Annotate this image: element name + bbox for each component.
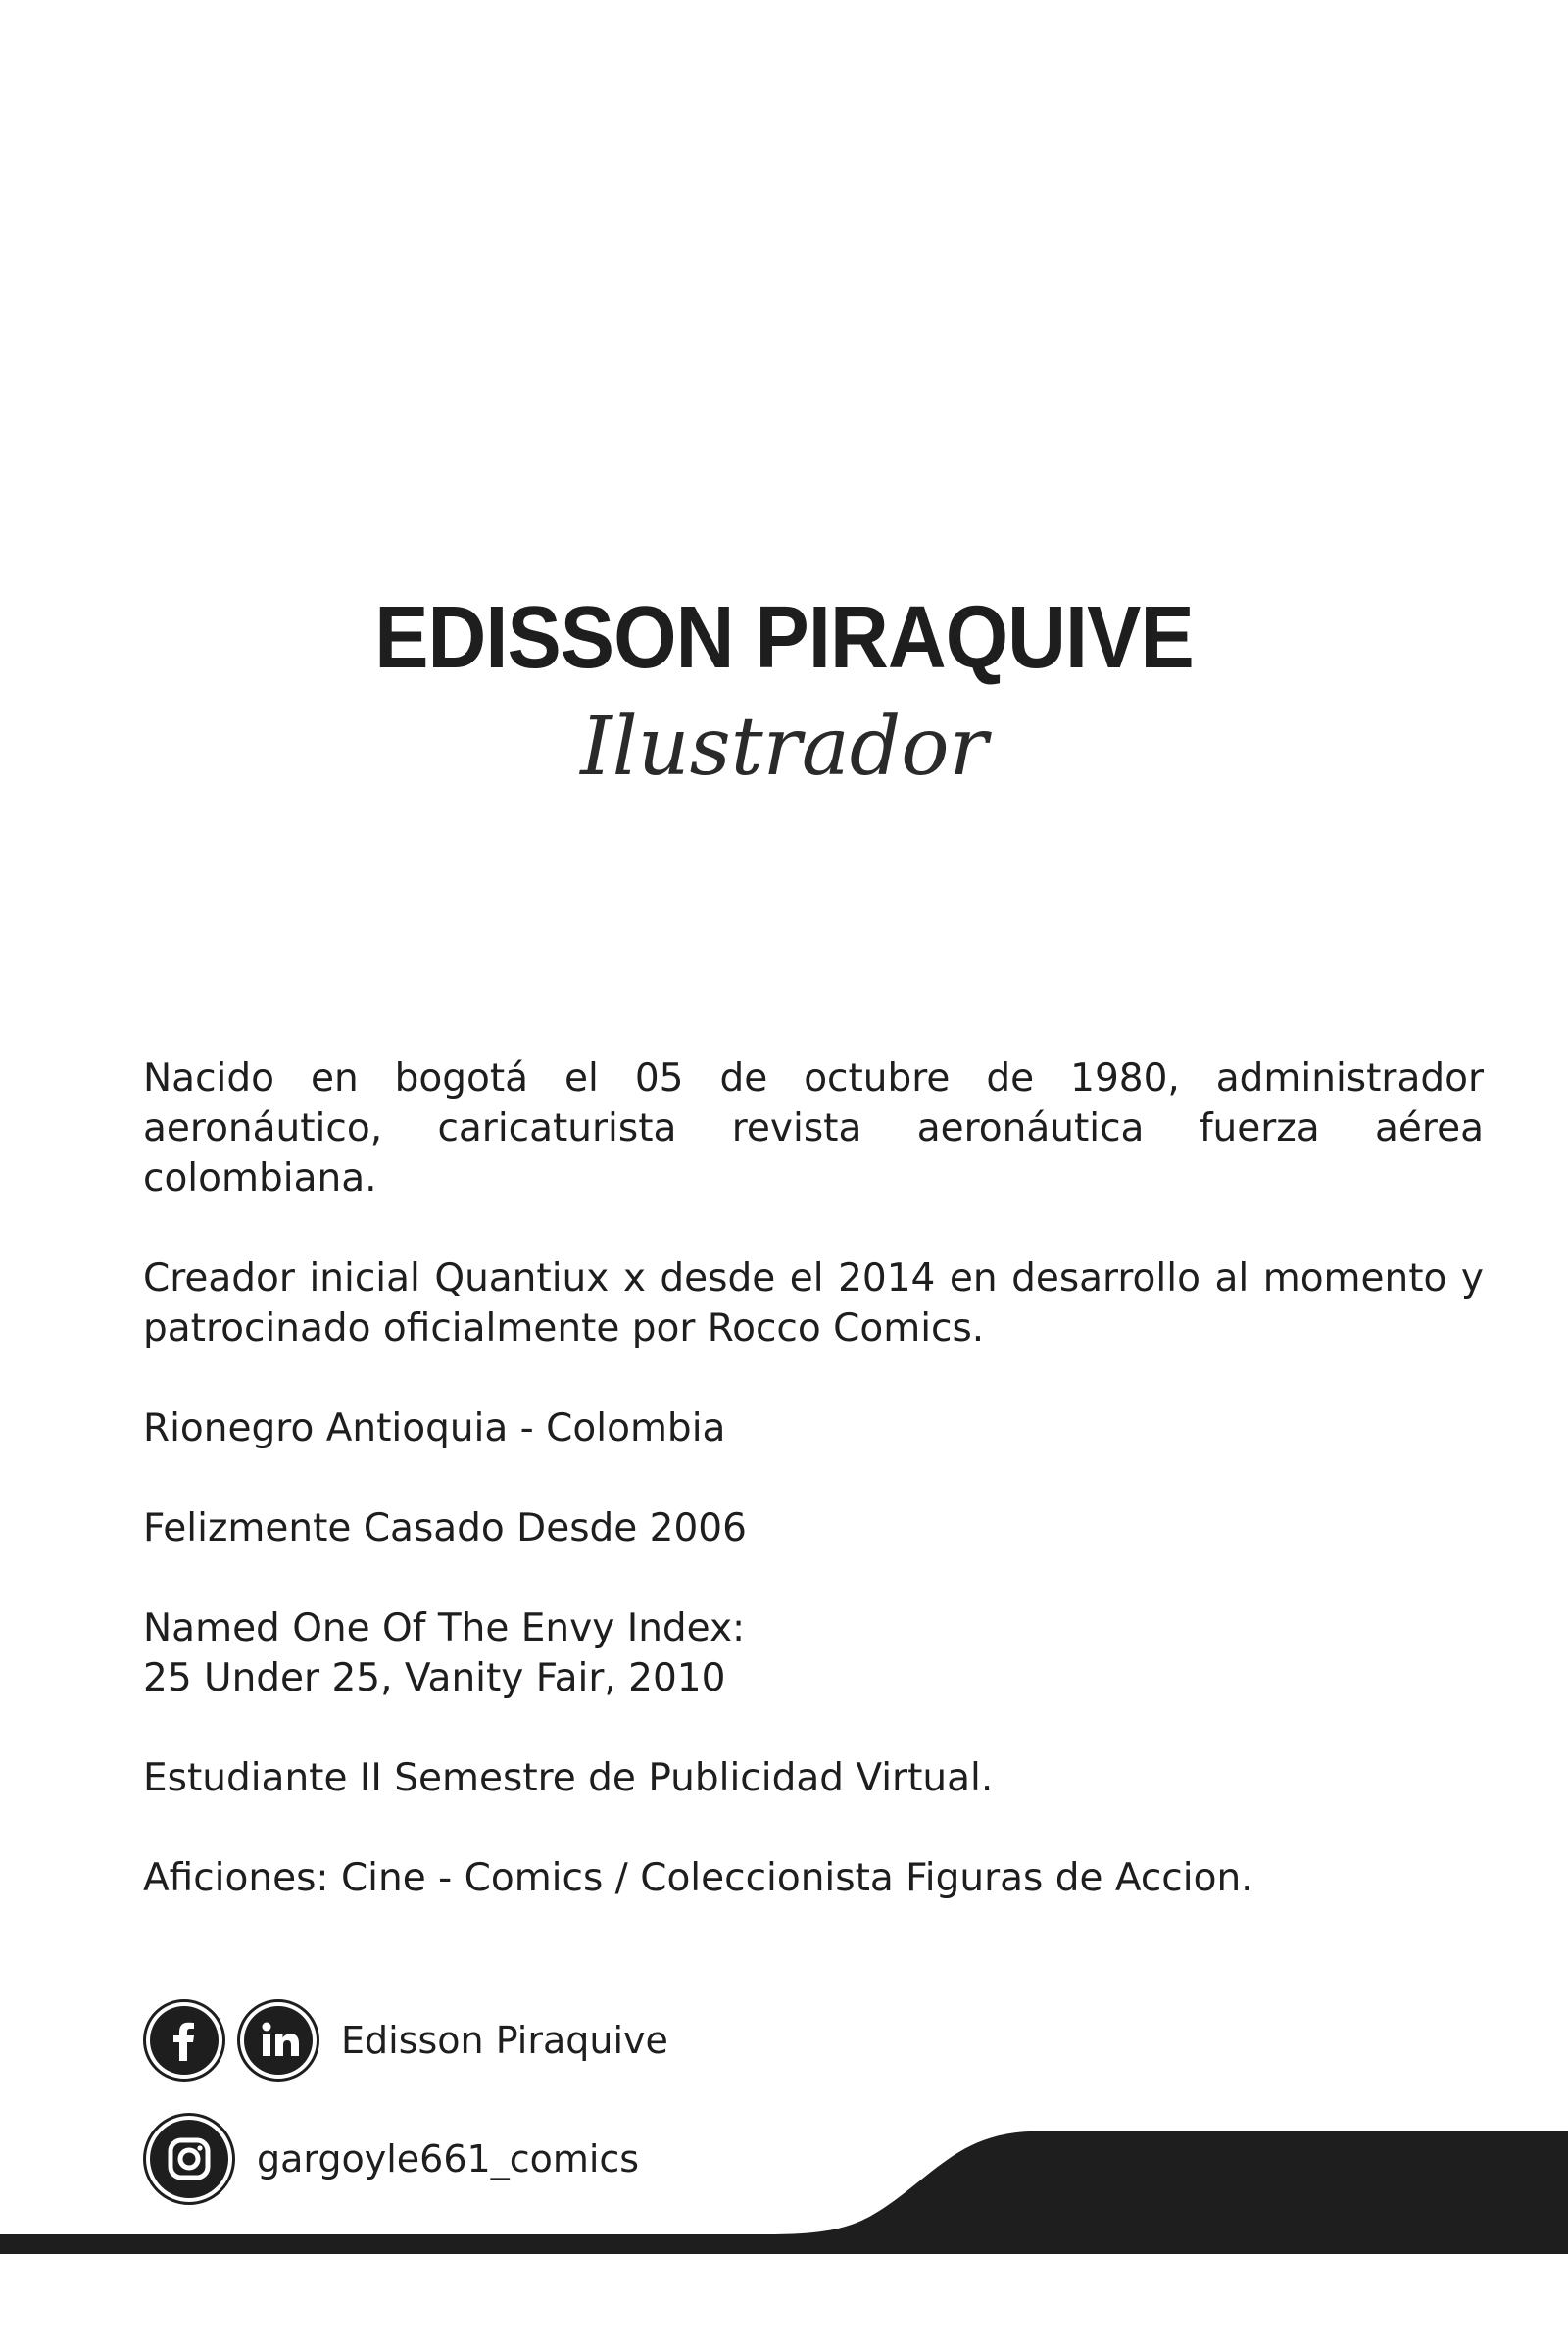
- social-row-facebook-linkedin: [143, 1999, 668, 2082]
- instagram-label[interactable]: gargoyle661_comics: [257, 2137, 640, 2180]
- bio-paragraph-envy: [143, 1603, 1484, 1703]
- bio-text: [143, 1054, 1484, 1953]
- page-title: EDISSON PIRAQUIVE: [374, 589, 1194, 687]
- bio-paragraph-hobbies: Aficiones: Cine - Comics / Coleccionista Figuras de Accion.: [143, 1856, 1253, 1900]
- linkedin-icon[interactable]: [237, 1999, 319, 2082]
- bio-paragraph-married: Felizmente Casado Desde 2006: [143, 1506, 747, 1550]
- facebook-linkedin-label[interactable]: Edisson Piraquive: [341, 2019, 668, 2062]
- page-subtitle: Ilustrador: [580, 701, 988, 794]
- envy-line-1: Named One Of The Envy Index:: [143, 1606, 746, 1650]
- envy-line-2: 25 Under 25, Vanity Fair, 2010: [143, 1656, 726, 1700]
- footer-wave-decoration: [0, 2117, 1568, 2254]
- bio-paragraph-location: Rionegro Antioquia - Colombia: [143, 1406, 726, 1450]
- bio-paragraph-student: Estudiante II Semestre de Publicidad Virtual.: [143, 1756, 994, 1800]
- facebook-icon[interactable]: [143, 1999, 225, 2082]
- bio-paragraph-birth: Nacido en bogotá el 05 de octubre de 1980, administrador aeronáutico, caricaturista revista aeronáutica fuerza aérea colombiana.: [143, 1056, 1484, 1200]
- bio-paragraph-creator: Creador inicial Quantiux x desde el 2014 en desarrollo al momento y patrocinado oficialmente por Rocco Comics.: [143, 1256, 1484, 1350]
